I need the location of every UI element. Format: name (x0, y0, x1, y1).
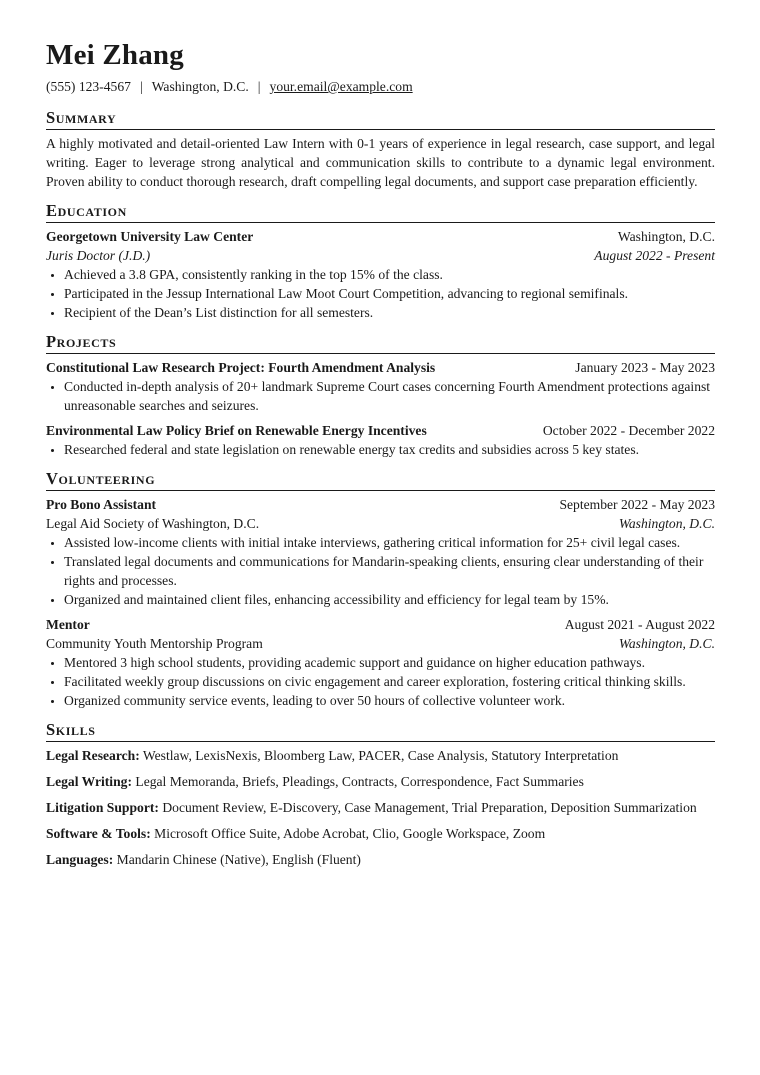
volunteer-subheader (46, 634, 715, 653)
summary-text: A highly motivated and detail-oriented Law Intern with 0-1 years of experience in legal research, case support, and legal writing. Eager to leverage strong analytical and communication skills to contribute to a dynamic legal environment. Proven ability to conduct thorough research, draft compelling legal documents, and support case preparation efficiently. (46, 136, 715, 189)
resume (46, 38, 715, 869)
skill-value: Legal Memoranda, Briefs, Pleadings, Contracts, Correspondence, Fact Summaries (135, 774, 584, 789)
skill-line (46, 772, 715, 791)
project-bullets (46, 377, 715, 415)
section-title-summary: Summary (46, 108, 715, 130)
project-entry (46, 421, 715, 459)
summary-section (46, 108, 715, 191)
volunteer-location: Washington, D.C. (618, 516, 715, 531)
list-item: • Achieved a 3.8 GPA, consistently ranking in the top 15% of the class. (64, 265, 715, 284)
section-title-volunteering: Volunteering (46, 469, 715, 491)
list-item: • Organized and maintained client files, enhancing accessibility and efficiency for legal team by 15%. (64, 590, 715, 609)
section-title-skills: Skills (46, 720, 715, 742)
email-link[interactable]: your.email@example.com (269, 79, 413, 94)
list-item: • Participated in the Jessup International Law Moot Court Competition, advancing to regional semifinals. (64, 284, 715, 303)
volunteer-dates: September 2022 - May 2023 (559, 497, 715, 512)
school-name: Georgetown University Law Center (46, 229, 254, 244)
project-name: Constitutional Law Research Project: Fourth Amendment Analysis (46, 360, 436, 375)
skill-value: Westlaw, LexisNexis, Bloomberg Law, PACER, Case Analysis, Statutory Interpretation (142, 748, 619, 763)
education-header (46, 227, 715, 246)
project-header (46, 358, 715, 377)
project-dates: October 2022 - December 2022 (542, 423, 715, 438)
separator: | (139, 79, 143, 94)
project-header (46, 421, 715, 440)
volunteer-header (46, 615, 715, 634)
volunteer-entry (46, 495, 715, 609)
skill-label: Legal Writing: (46, 774, 132, 789)
candidate-name: Mei Zhang (46, 39, 184, 71)
volunteer-location: Washington, D.C. (618, 636, 715, 651)
list-item: • Researched federal and state legislation on renewable energy tax credits and subsidies across 5 key states. (64, 440, 715, 459)
volunteer-header (46, 495, 715, 514)
project-name: Environmental Law Policy Brief on Renewable Energy Incentives (46, 423, 427, 438)
list-item: • Translated legal documents and communications for Mandarin-speaking clients, ensuring clear understanding of their rights and processes. (64, 552, 715, 590)
skills-section (46, 720, 715, 869)
skill-line (46, 798, 715, 817)
section-title-projects: Projects (46, 332, 715, 354)
degree: Juris Doctor (J.D.) (46, 248, 151, 263)
list-item: • Assisted low-income clients with initial intake interviews, gathering critical information for 25+ civil legal cases. (64, 533, 715, 552)
education-section (46, 201, 715, 322)
skill-line (46, 746, 715, 765)
location: Washington, D.C. (151, 79, 249, 94)
volunteer-entry (46, 615, 715, 710)
volunteer-org: Legal Aid Society of Washington, D.C. (46, 516, 260, 531)
project-dates: January 2023 - May 2023 (575, 360, 715, 375)
skill-value: Mandarin Chinese (Native), English (Fluent) (116, 852, 361, 867)
volunteer-subheader (46, 514, 715, 533)
project-bullets (46, 440, 715, 459)
skill-value: Microsoft Office Suite, Adobe Acrobat, Clio, Google Workspace, Zoom (154, 826, 546, 841)
list-item: • Conducted in-depth analysis of 20+ landmark Supreme Court cases concerning Fourth Amendment protections against unreasonable searches and seizures. (64, 377, 715, 415)
volunteer-role: Pro Bono Assistant (46, 497, 157, 512)
volunteer-bullets (46, 533, 715, 609)
volunteer-org: Community Youth Mentorship Program (46, 636, 263, 651)
volunteer-role: Mentor (46, 617, 90, 632)
section-title-education: Education (46, 201, 715, 223)
volunteer-dates: August 2021 - August 2022 (564, 617, 715, 632)
skill-label: Languages: (46, 852, 114, 867)
skill-label: Legal Research: (46, 748, 140, 763)
phone: (555) 123-4567 (46, 79, 131, 94)
volunteer-bullets (46, 653, 715, 710)
list-item: • Organized community service events, leading to over 50 hours of collective volunteer work. (64, 691, 715, 710)
skill-label: Software & Tools: (46, 826, 151, 841)
education-dates: August 2022 - Present (594, 248, 715, 263)
skill-label: Litigation Support: (46, 800, 159, 815)
projects-section (46, 332, 715, 459)
education-subheader (46, 246, 715, 265)
school-location: Washington, D.C. (617, 229, 715, 244)
project-entry (46, 358, 715, 415)
skill-line (46, 824, 715, 843)
list-item: • Recipient of the Dean’s List distinction for all semesters. (64, 303, 715, 322)
education-bullets (46, 265, 715, 322)
list-item: • Mentored 3 high school students, providing academic support and guidance on higher education pathways. (64, 653, 715, 672)
list-item: • Facilitated weekly group discussions on civic engagement and career exploration, fostering critical thinking skills. (64, 672, 715, 691)
skill-value: Document Review, E-Discovery, Case Management, Trial Preparation, Deposition Summarization (162, 800, 697, 815)
skill-line (46, 850, 715, 869)
separator: | (257, 79, 261, 94)
volunteering-section (46, 469, 715, 710)
contact-line (46, 78, 715, 96)
